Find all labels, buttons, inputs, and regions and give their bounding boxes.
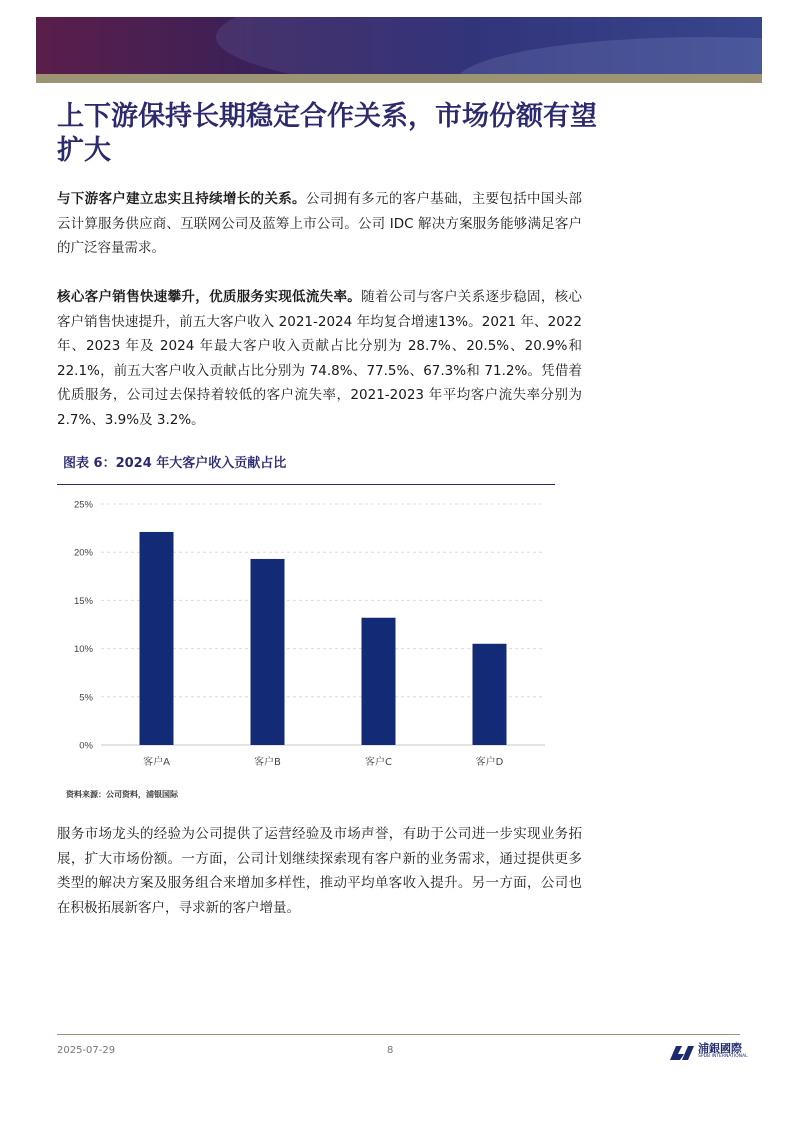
customer-share-bar-chart <box>57 490 557 780</box>
section-heading: 上下游保持长期稳定合作关系，市场份额有望扩大 <box>57 101 597 166</box>
paragraph-lead: 与下游客户建立忠实且持续增长的关系。 <box>57 191 306 207</box>
header-stripe <box>36 74 762 83</box>
paragraph-lead: 核心客户销售快速攀升，优质服务实现低流失率。 <box>57 289 362 305</box>
paragraph-market-expansion: 服务市场龙头的经验为公司提供了运营经验及市场声誉，有助于公司进一步实现业务拓展，扩大市场份额。一方面，公司计划继续探索现有客户新的业务需求，通过提供更多类型的解决方案及服务组合来增加多样性，推动平均单客收入提升。另一方面，公司也在积极拓展新客户，寻求新的客户增量。 <box>57 826 582 916</box>
y-tick-label: 20% <box>73 547 93 559</box>
bar-客户D <box>473 644 507 745</box>
page-number: 8 <box>387 1045 394 1056</box>
x-tick-label: 客户A <box>143 757 170 768</box>
paragraph-customer-relations <box>57 187 582 261</box>
y-tick-label: 0% <box>79 740 93 752</box>
figure-rule <box>57 484 555 485</box>
footer-rule <box>57 1034 740 1035</box>
paragraph-body: 随着公司与客户关系逐步稳固，核心客户销售快速提升，前五大客户收入 2021-2024 年均复合增速13%。2021 年、2022 年、2023 年及 2024 年最大客户收入贡献占比分别为 28.7%、20.5%、20.9%和 22.1%，前五大客户收入贡献占比分别为 74.8%、77.5%、67.3%和 71.2%。凭借着优质服务，公司过去保持着较低的客户流失率，2021-2023 年平均客户流失率分别为 2.7%、3.9%及 3.2%。 <box>57 289 583 428</box>
y-tick-label: 25% <box>73 499 93 511</box>
bar-客户A <box>140 532 174 745</box>
y-tick-label: 15% <box>73 595 93 607</box>
x-tick-label: 客户C <box>365 757 392 768</box>
logo-text: 浦銀國際 <box>698 1042 742 1055</box>
footer-date: 2025-07-29 <box>57 1045 116 1056</box>
x-tick-label: 客户B <box>254 757 281 768</box>
paragraph-body: 公司拥有多元的客户基础，主要包括中国头部云计算服务供应商、互联网公司及蓝筹上市公司。公司 IDC 解决方案服务能够满足客户的广泛容量需求。 <box>57 191 583 256</box>
bar-客户C <box>362 618 396 745</box>
figure-source: 资料来源：公司资料，浦银国际 <box>66 790 178 799</box>
y-tick-label: 5% <box>79 692 93 704</box>
figure-title: 图表 6：2024 年大客户收入贡献占比 <box>63 456 287 471</box>
header-banner <box>36 17 762 74</box>
logo-subtext: SPDB INTERNATIONAL <box>698 1054 748 1059</box>
y-tick-label: 10% <box>73 644 93 656</box>
bar-客户B <box>251 559 285 745</box>
paragraph-core-customers <box>57 285 582 432</box>
x-tick-label: 客户D <box>475 757 504 768</box>
